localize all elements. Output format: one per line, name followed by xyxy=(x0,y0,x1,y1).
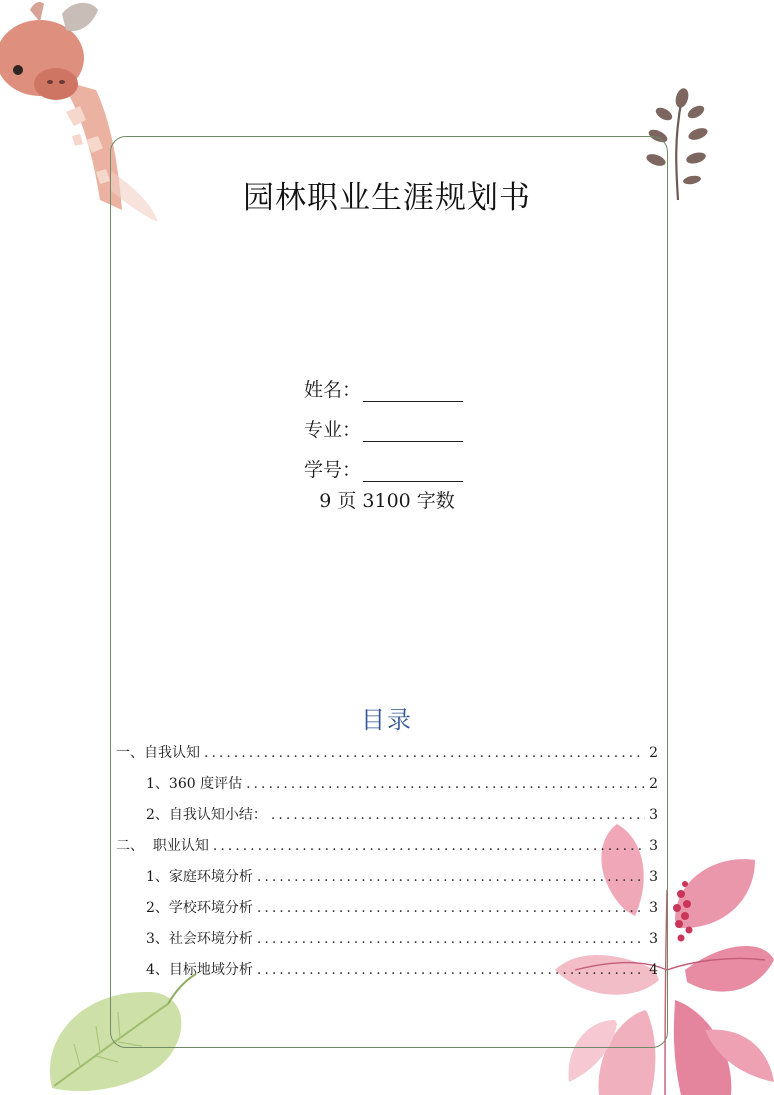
toc-entry[interactable] xyxy=(116,742,658,773)
student-info-fields xyxy=(304,362,463,482)
toc-entry[interactable] xyxy=(116,928,658,959)
name-label: 姓名： xyxy=(304,379,362,401)
toc-page-number: 3 xyxy=(649,869,658,885)
page-count-info: 9 页 3100 字数 xyxy=(319,490,455,512)
toc-entry[interactable] xyxy=(116,866,658,897)
toc-page-number: 2 xyxy=(649,745,658,761)
toc-entry-label: 1、家庭环境分析 xyxy=(146,869,253,885)
toc-page-number: 3 xyxy=(649,807,658,823)
toc-entry-label: 4、目标地域分析 xyxy=(146,962,253,978)
toc-entry-label: 1、360 度评估 xyxy=(146,776,243,792)
student-id-blank xyxy=(363,459,463,482)
toc-entry-label: 一、自我认知 xyxy=(116,745,200,761)
name-blank xyxy=(363,379,463,402)
toc-leader xyxy=(204,745,645,761)
toc-entry[interactable] xyxy=(116,804,658,835)
table-of-contents xyxy=(116,742,658,990)
toc-leader xyxy=(271,807,645,823)
toc-page-number: 3 xyxy=(649,931,658,947)
toc-entry-label: 二、 职业认知 xyxy=(116,838,209,854)
toc-page-number: 4 xyxy=(649,962,658,978)
toc-entry[interactable] xyxy=(116,959,658,990)
document-title: 园林职业生涯规划书 xyxy=(243,180,531,216)
major-label: 专业： xyxy=(304,419,362,441)
major-field xyxy=(304,402,463,442)
student-id-label: 学号： xyxy=(304,459,362,481)
toc-entry[interactable] xyxy=(116,835,658,866)
toc-leader xyxy=(213,838,645,854)
toc-page-number: 2 xyxy=(649,776,658,792)
toc-leader xyxy=(257,931,645,947)
toc-page-number: 3 xyxy=(649,838,658,854)
toc-leader xyxy=(257,869,645,885)
toc-page-number: 3 xyxy=(649,900,658,916)
name-field xyxy=(304,362,463,402)
toc-entry-label: 2、学校环境分析 xyxy=(146,900,253,916)
student-id-field xyxy=(304,442,463,482)
toc-leader xyxy=(257,962,645,978)
toc-entry-label: 3、社会环境分析 xyxy=(146,931,253,947)
toc-entry-label: 2、自我认知小结： xyxy=(146,807,267,823)
toc-entry[interactable] xyxy=(116,773,658,804)
major-blank xyxy=(363,419,463,442)
toc-leader xyxy=(257,900,645,916)
toc-entry[interactable] xyxy=(116,897,658,928)
toc-leader xyxy=(246,776,645,792)
toc-title: 目录 xyxy=(361,706,413,734)
